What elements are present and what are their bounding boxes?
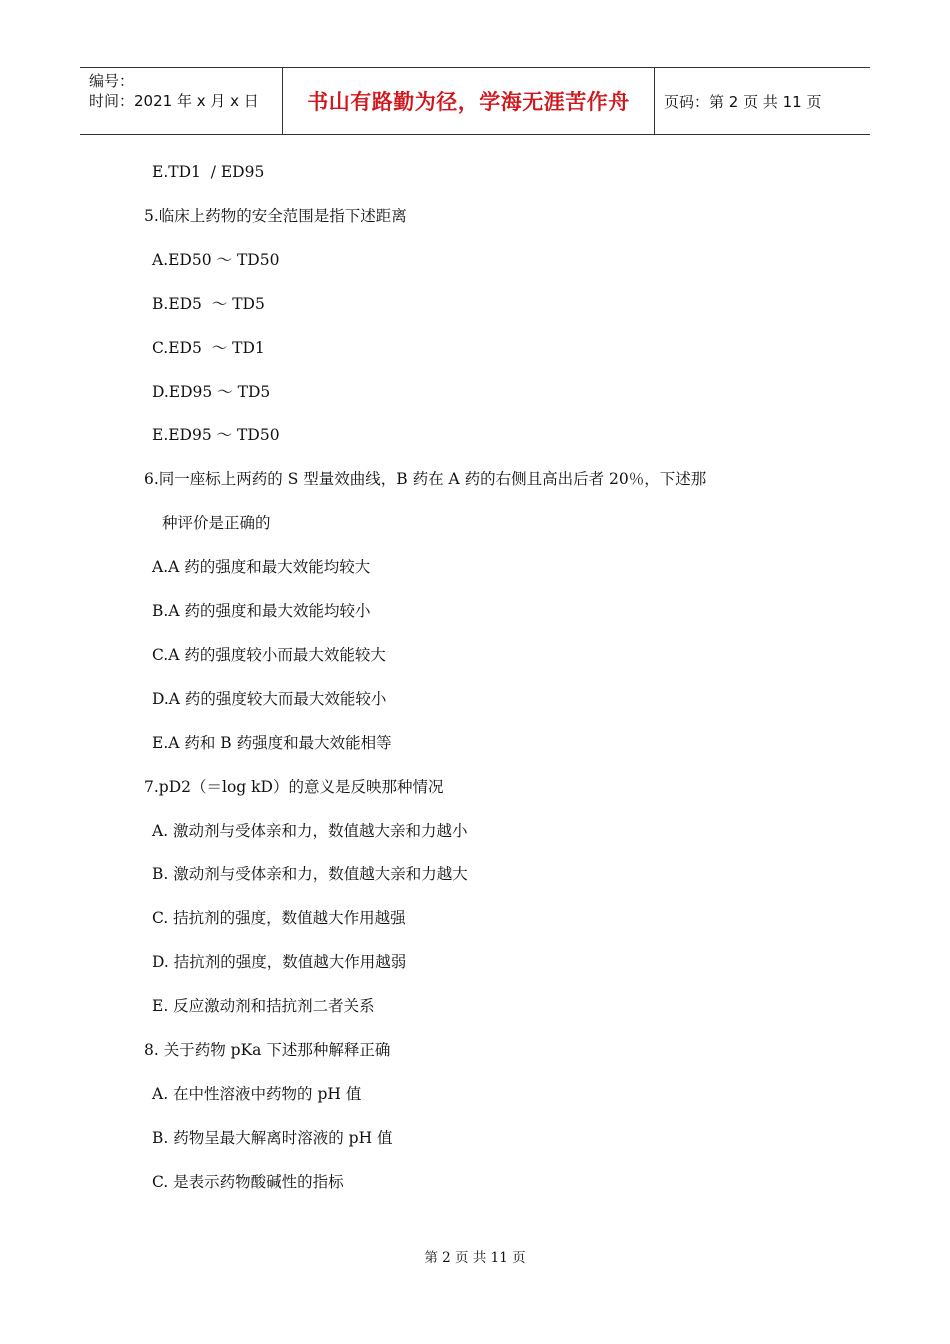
- text-line: E.ED95 ～ TD50: [152, 426, 280, 445]
- page-number: 页码：第 2 页 共 11 页: [664, 92, 822, 111]
- text-line: A. 激动剂与受体亲和力，数值越大亲和力越小: [152, 821, 468, 840]
- text-line: C. 拮抗剂的强度，数值越大作用越强: [152, 909, 406, 928]
- text-line: D.ED95 ～ TD5: [152, 382, 271, 401]
- header-meta: [80, 68, 282, 134]
- text-line: 8. 关于药物 pKa 下述那种解释正确: [144, 1041, 391, 1059]
- text-line: B. 激动剂与受体亲和力，数值越大亲和力越大: [152, 865, 468, 884]
- page-footer: 第 2 页 共 11 页: [424, 1250, 526, 1266]
- text-line: E. 反应激动剂和拮抗剂二者关系: [152, 997, 375, 1016]
- text-line: E.TD1 / ED95: [152, 163, 265, 181]
- header-motto-cell: [282, 68, 655, 134]
- text-line: C.ED5 ～ TD1: [152, 338, 265, 357]
- text-line: 种评价是正确的: [162, 514, 271, 533]
- text-line: 7.pD2（＝log kD）的意义是反映那种情况: [144, 777, 444, 796]
- text-line: B.ED5 ～ TD5: [152, 294, 265, 313]
- text-line: C.A 药的强度较小而最大效能较大: [152, 645, 386, 664]
- text-line: A. 在中性溶液中药物的 pH 值: [152, 1084, 362, 1103]
- document-code: 编号：: [89, 72, 135, 90]
- text-line: D.A 药的强度较大而最大效能较小: [152, 689, 387, 708]
- text-line: B.A 药的强度和最大效能均较小: [152, 602, 371, 620]
- text-line: C. 是表示药物酸碱性的指标: [152, 1172, 344, 1191]
- text-line: B. 药物呈最大解离时溶液的 pH 值: [152, 1128, 393, 1147]
- text-line: A.ED50 ～ TD50: [152, 250, 280, 269]
- text-line: 5.临床上药物的安全范围是指下述距离: [144, 206, 407, 225]
- text-line: D. 拮抗剂的强度，数值越大作用越弱: [152, 953, 407, 972]
- document-time: 时间：2021 年 x 月 x 日: [89, 92, 259, 110]
- motto: 书山有路勤为径，学海无涯苦作舟: [307, 90, 630, 114]
- text-line: E.A 药和 B 药强度和最大效能相等: [152, 733, 392, 752]
- text-line: 6.同一座标上两药的 S 型量效曲线，B 药在 A 药的右侧且高出后者 20％，下述那: [144, 470, 707, 489]
- page-header: [80, 67, 870, 135]
- text-line: A.A 药的强度和最大效能均较大: [152, 558, 371, 577]
- header-page-info: [655, 68, 870, 134]
